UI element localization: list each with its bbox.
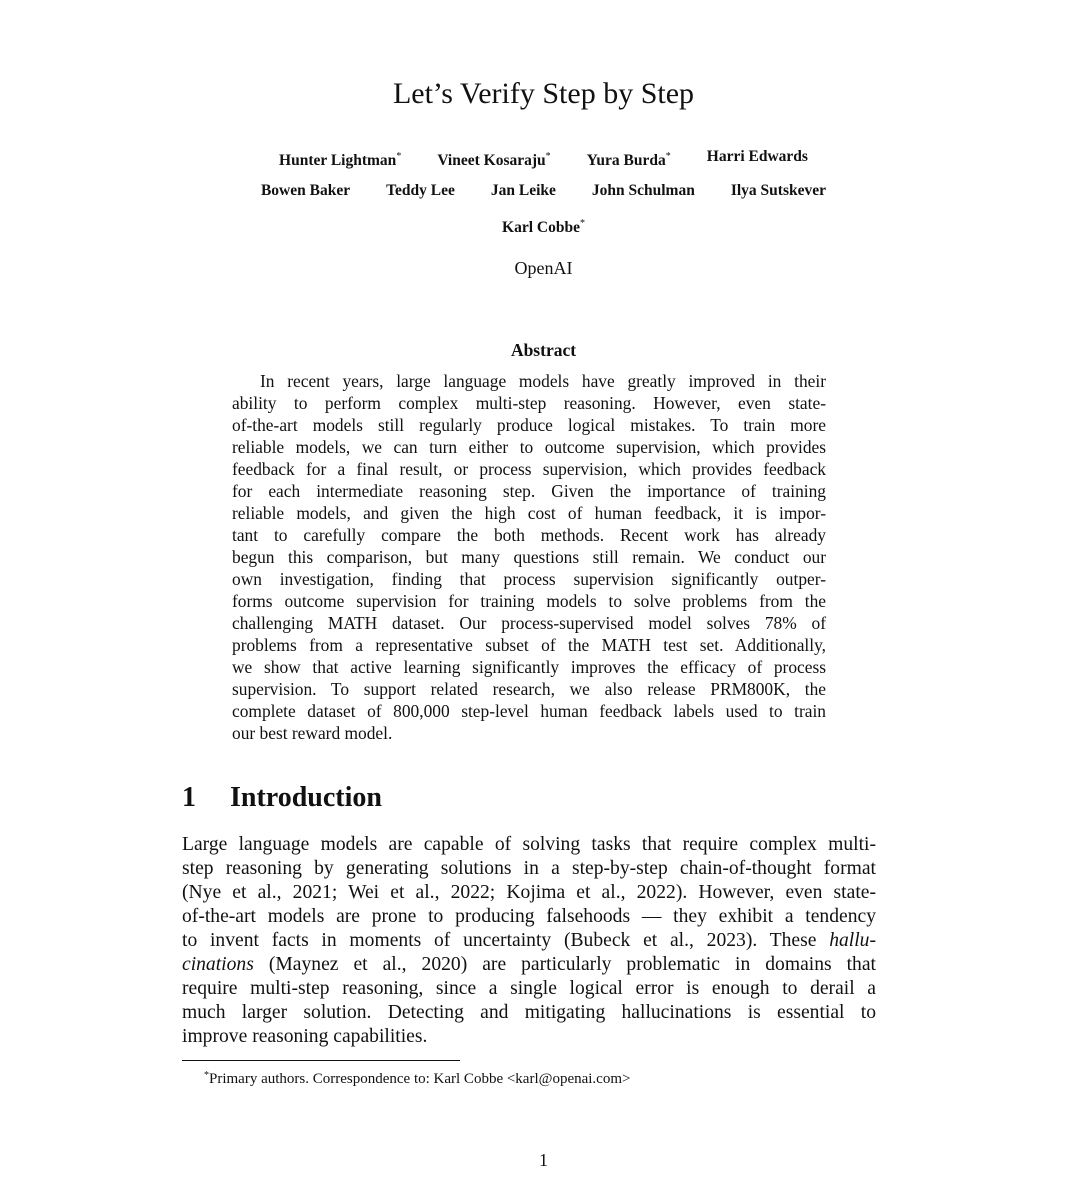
author-name: John Schulman [591, 182, 695, 199]
intro-line: cinations (Maynez et al., 2020) are particularly problematic in domains that [182, 954, 876, 975]
intro-line: of-the-art models are prone to producing falsehoods — they exhibit a tendency [182, 906, 876, 927]
abstract-line: supervision. To support related research, we also release PRM800K, the [232, 679, 826, 699]
abstract-line: reliable models, and given the high cost of human feedback, it is impor- [232, 503, 826, 523]
page-number: 1 [539, 1150, 548, 1170]
abstract-line: In recent years, large language models have greatly improved in their [260, 371, 826, 391]
author-name: Vineet Kosaraju* [437, 151, 551, 169]
affiliation: OpenAI [514, 258, 573, 278]
author-row-3 [0, 214, 1087, 238]
intro-line: to invent facts in moments of uncertainty (Bubeck et al., 2023). These hallu- [182, 930, 876, 951]
abstract-line: our best reward model. [232, 723, 393, 743]
footnote: *Primary authors. Correspondence to: Karl Cobbe <karl@openai.com> [204, 1070, 631, 1087]
intro-line: (Nye et al., 2021; Wei et al., 2022; Kojima et al., 2022). However, even state- [182, 882, 876, 903]
abstract-line: ability to perform complex multi-step reasoning. However, even state- [232, 393, 826, 413]
section-title: Introduction [230, 782, 382, 813]
section-heading [182, 780, 382, 816]
abstract-line: we show that active learning significantly improves the efficacy of process [232, 657, 826, 677]
section-number: 1 [182, 782, 196, 813]
author-name: Bowen Baker [260, 182, 351, 199]
abstract-line: reliable models, we can turn either to outcome supervision, which provides [232, 437, 826, 457]
abstract-line: tant to carefully compare the both methods. Recent work has already [232, 525, 826, 545]
abstract-line: problems from a representative subset of the MATH test set. Additionally, [232, 635, 826, 655]
abstract-line: begun this comparison, but many questions still remain. We conduct our [232, 547, 826, 567]
paper-title: Let’s Verify Step by Step [392, 77, 695, 110]
author-name: Hunter Lightman* [279, 151, 402, 169]
abstract-line: for each intermediate reasoning step. Given the importance of training [232, 481, 826, 501]
abstract-line: complete dataset of 800,000 step-level human feedback labels used to train [232, 701, 826, 721]
author-name: Ilya Sutskever [730, 182, 827, 199]
author-name: Jan Leike [490, 182, 556, 199]
intro-line: require multi-step reasoning, since a single logical error is enough to derail a [182, 978, 876, 999]
author-row-1 [0, 147, 1087, 171]
author-name: Harri Edwards [706, 148, 808, 165]
abstract-line: of-the-art models still regularly produce logical mistakes. To train more [232, 415, 826, 435]
author-name: Karl Cobbe* [502, 218, 585, 236]
abstract-line: feedback for a final result, or process supervision, which provides feedback [232, 459, 826, 479]
intro-line: improve reasoning capabilities. [182, 1026, 428, 1047]
intro-line: step reasoning by generating solutions in a step-by-step chain-of-thought format [182, 858, 876, 879]
footnote-rule [182, 1060, 460, 1061]
author-row-2 [0, 181, 1087, 201]
author-name: Yura Burda* [586, 151, 671, 169]
abstract-line: challenging MATH dataset. Our process-supervised model solves 78% of [232, 613, 826, 633]
intro-line: much larger solution. Detecting and mitigating hallucinations is essential to [182, 1002, 876, 1023]
intro-line: Large language models are capable of solving tasks that require complex multi- [182, 834, 876, 855]
abstract-heading: Abstract [510, 340, 577, 360]
footnote-text: Primary authors. Correspondence to: Karl Cobbe <karl@openai.com> [209, 1071, 631, 1087]
abstract-line: forms outcome supervision for training models to solve problems from the [232, 591, 826, 611]
author-name: Teddy Lee [386, 182, 455, 199]
abstract-line: own investigation, finding that process supervision significantly outper- [232, 569, 826, 589]
